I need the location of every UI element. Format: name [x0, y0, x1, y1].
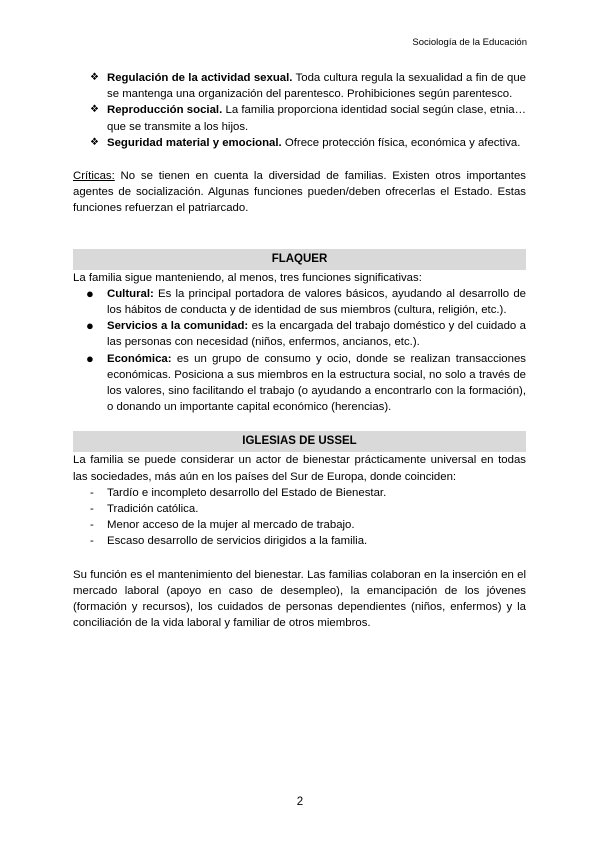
list-item-term: Servicios a la comunidad:: [107, 320, 249, 333]
list-item-text: Toda cultura regula la sexualidad a fin de que se mantenga una organización del parentesco. Prohibiciones según parentesco.: [107, 72, 526, 101]
page-number: 2: [296, 796, 304, 808]
list-item: [73, 501, 526, 517]
list-item-text: Tardío e incompleto desarrollo del Estado de Bienestar.: [107, 486, 387, 499]
section-title-iglesias: IGLESIAS DE USSEL: [73, 431, 526, 452]
list-item-text: es un grupo de consumo y ocio, donde se realizan transacciones económicas. Posiciona a sus miembros en la estructura social, no solo a través de los valores, sino facilitando el trabajo (o ayudando a encontrarlo con la formación), o donando un importante capital económico (herencias).: [107, 352, 526, 414]
list-item-term: Regulación de la actividad sexual.: [107, 72, 293, 84]
list-item-term: Económica:: [107, 352, 172, 365]
diamond-bullet-icon: ❖: [90, 136, 99, 148]
list-item: [73, 318, 526, 350]
list-item-term: Seguridad material y emocional.: [107, 136, 282, 149]
list-item-text: La familia proporciona identidad social según clase, etnia… que se transmite a los hijos.: [107, 104, 526, 133]
list-item-text: Es la principal portadora de valores básicos, ayudando al desarrollo de los hábitos de conducta y de identidad de sus miembros (cultura, religión, etc.).: [107, 287, 526, 317]
functions-list: [73, 70, 526, 151]
iglesias-intro: La familia se puede considerar un actor de bienestar prácticamente universal en todas las sociedades, más aún en los países del Sur de Europa, donde coinciden:: [73, 454, 526, 483]
list-item-term: Reproducción social.: [107, 104, 223, 117]
list-item: [73, 135, 526, 151]
iglesias-list: [73, 485, 526, 550]
dash-marker: -: [90, 486, 94, 499]
dash-marker: -: [90, 535, 94, 548]
diamond-bullet-icon: ❖: [90, 72, 99, 83]
criticas-label: Críticas:: [73, 170, 115, 183]
dash-marker: -: [90, 503, 94, 516]
criticas-text: No se tienen en cuenta la diversidad de familias. Existen otros importantes agentes de socialización. Algunas funciones pueden/deben ofrecerlas el Estado. Estas funciones refuerzan el patriarcado.: [73, 170, 526, 215]
section-title-flaquer: FLAQUER: [73, 249, 526, 270]
criticas-paragraph: [73, 168, 526, 217]
list-item: [73, 351, 526, 416]
flaquer-list: [73, 286, 526, 416]
list-item-text: Menor acceso de la mujer al mercado de trabajo.: [107, 519, 355, 532]
dash-marker: -: [90, 519, 94, 532]
list-item-term: Cultural:: [107, 287, 154, 300]
list-item-text: Ofrece protección física, económica y afectiva.: [281, 136, 521, 149]
list-item-text: es la encargada del trabajo doméstico y del cuidado a las personas con necesidad (niños, enfermos, ancianos, etc.).: [107, 320, 527, 349]
list-item: [73, 286, 526, 318]
list-item: [73, 102, 526, 134]
bullet-icon: ●: [86, 350, 94, 366]
bullet-icon: ●: [86, 285, 94, 301]
page-content: [73, 70, 526, 631]
flaquer-intro: La familia sigue manteniendo, al menos, tres funciones significativas:: [73, 271, 422, 284]
list-item: [73, 70, 526, 102]
page-header: Sociología de la Educación: [412, 37, 527, 48]
bullet-icon: ●: [86, 318, 94, 334]
list-item: [73, 485, 526, 501]
diamond-bullet-icon: ❖: [90, 104, 99, 116]
list-item: [73, 533, 526, 549]
list-item: [73, 517, 526, 533]
list-item-text: Tradición católica.: [107, 503, 199, 516]
iglesias-closing: Su función es el mantenimiento del bienestar. Las familias colaboran en la inserción en el mercado laboral (apoyo en caso de desempleo), la emancipación de los jóvenes (formación y recursos), los cuidados de personas dependientes (niños, enfermos) y la conciliación de la vida laboral y familiar de otros miembros.: [73, 568, 526, 630]
list-item-text: Escaso desarrollo de servicios dirigidos a la familia.: [107, 535, 368, 548]
